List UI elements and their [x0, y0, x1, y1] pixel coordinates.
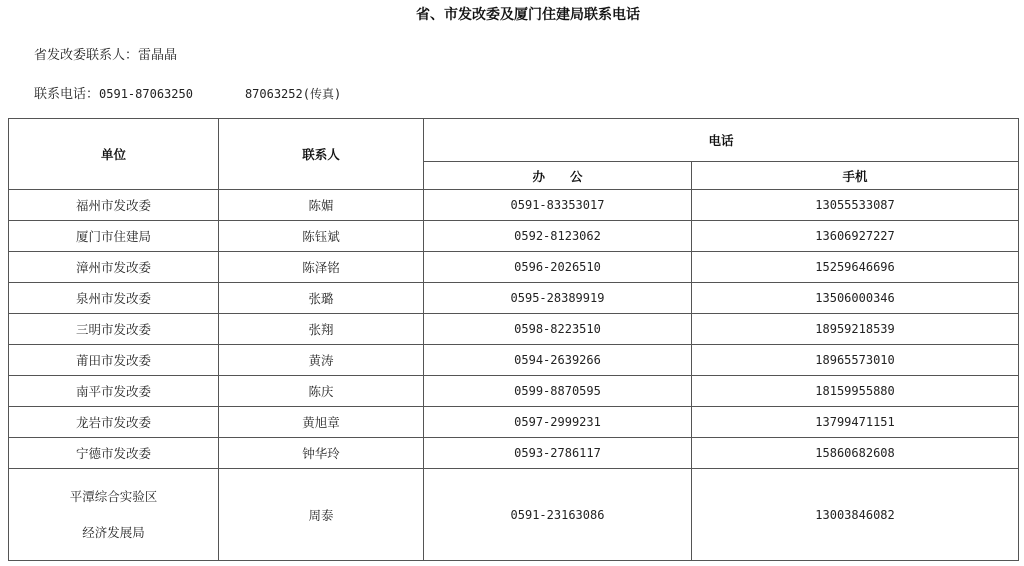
unit-line-1: 平潭综合实验区 — [69, 488, 158, 504]
table-row — [9, 283, 1019, 314]
cell-unit: 莆田市发改委 — [9, 345, 219, 376]
cell-contact: 黄旭章 — [219, 407, 424, 438]
cell-unit: 南平市发改委 — [9, 376, 219, 407]
cell-mobile: 13606927227 — [692, 221, 1019, 252]
table-row — [9, 221, 1019, 252]
header-mobile: 手机 — [692, 162, 1019, 190]
provincial-contact — [34, 44, 177, 63]
header-unit: 单位 — [9, 119, 219, 190]
header-contact: 联系人 — [219, 119, 424, 190]
cell-office: 0596-2026510 — [424, 252, 692, 283]
table-row — [9, 252, 1019, 283]
cell-contact: 黄涛 — [219, 345, 424, 376]
cell-unit: 厦门市住建局 — [9, 221, 219, 252]
table-row — [9, 376, 1019, 407]
cell-unit: 漳州市发改委 — [9, 252, 219, 283]
cell-mobile: 18965573010 — [692, 345, 1019, 376]
cell-unit — [9, 469, 219, 561]
cell-mobile: 13055533087 — [692, 190, 1019, 221]
phone-label: 联系电话： — [34, 87, 100, 102]
contact-name: 雷晶晶 — [138, 48, 178, 63]
cell-office: 0592-8123062 — [424, 221, 692, 252]
table-row — [9, 438, 1019, 469]
table-header-row — [9, 119, 1019, 162]
cell-unit: 福州市发改委 — [9, 190, 219, 221]
cell-mobile: 18959218539 — [692, 314, 1019, 345]
cell-mobile: 13003846082 — [692, 469, 1019, 561]
cell-mobile: 13506000346 — [692, 283, 1019, 314]
contact-label: 省发改委联系人： — [34, 48, 139, 63]
cell-contact: 周泰 — [219, 469, 424, 561]
cell-mobile: 13799471151 — [692, 407, 1019, 438]
cell-office: 0591-23163086 — [424, 469, 692, 561]
cell-unit: 龙岩市发改委 — [9, 407, 219, 438]
page-title: 省、市发改委及厦门住建局联系电话 — [416, 7, 640, 23]
table-body — [9, 190, 1019, 469]
cell-contact: 张璐 — [219, 283, 424, 314]
cell-office: 0593-2786117 — [424, 438, 692, 469]
cell-mobile: 15860682608 — [692, 438, 1019, 469]
header-office: 办 公 — [424, 162, 692, 190]
cell-unit: 三明市发改委 — [9, 314, 219, 345]
table-row — [9, 314, 1019, 345]
contacts-table — [8, 118, 1019, 561]
cell-office: 0597-2999231 — [424, 407, 692, 438]
cell-mobile: 18159955880 — [692, 376, 1019, 407]
cell-unit: 宁德市发改委 — [9, 438, 219, 469]
phone-number: 0591-87063250 — [99, 87, 193, 101]
cell-contact: 张翔 — [219, 314, 424, 345]
cell-office: 0591-83353017 — [424, 190, 692, 221]
cell-contact: 陈钰斌 — [219, 221, 424, 252]
cell-contact: 陈庆 — [219, 376, 424, 407]
cell-contact: 陈泽铭 — [219, 252, 424, 283]
fax-number: 87063252(传真) — [244, 87, 342, 101]
table-row — [9, 407, 1019, 438]
table-row — [9, 469, 1019, 561]
cell-office: 0598-8223510 — [424, 314, 692, 345]
cell-contact: 钟华玲 — [219, 438, 424, 469]
table-row — [9, 190, 1019, 221]
cell-mobile: 15259646696 — [692, 252, 1019, 283]
unit-line-2: 经济发展局 — [82, 524, 145, 540]
cell-contact: 陈媚 — [219, 190, 424, 221]
cell-office: 0599-8870595 — [424, 376, 692, 407]
cell-office: 0594-2639266 — [424, 345, 692, 376]
cell-unit: 泉州市发改委 — [9, 283, 219, 314]
cell-office: 0595-28389919 — [424, 283, 692, 314]
provincial-phone — [34, 83, 341, 102]
table-row — [9, 345, 1019, 376]
header-phone: 电话 — [424, 119, 1019, 162]
